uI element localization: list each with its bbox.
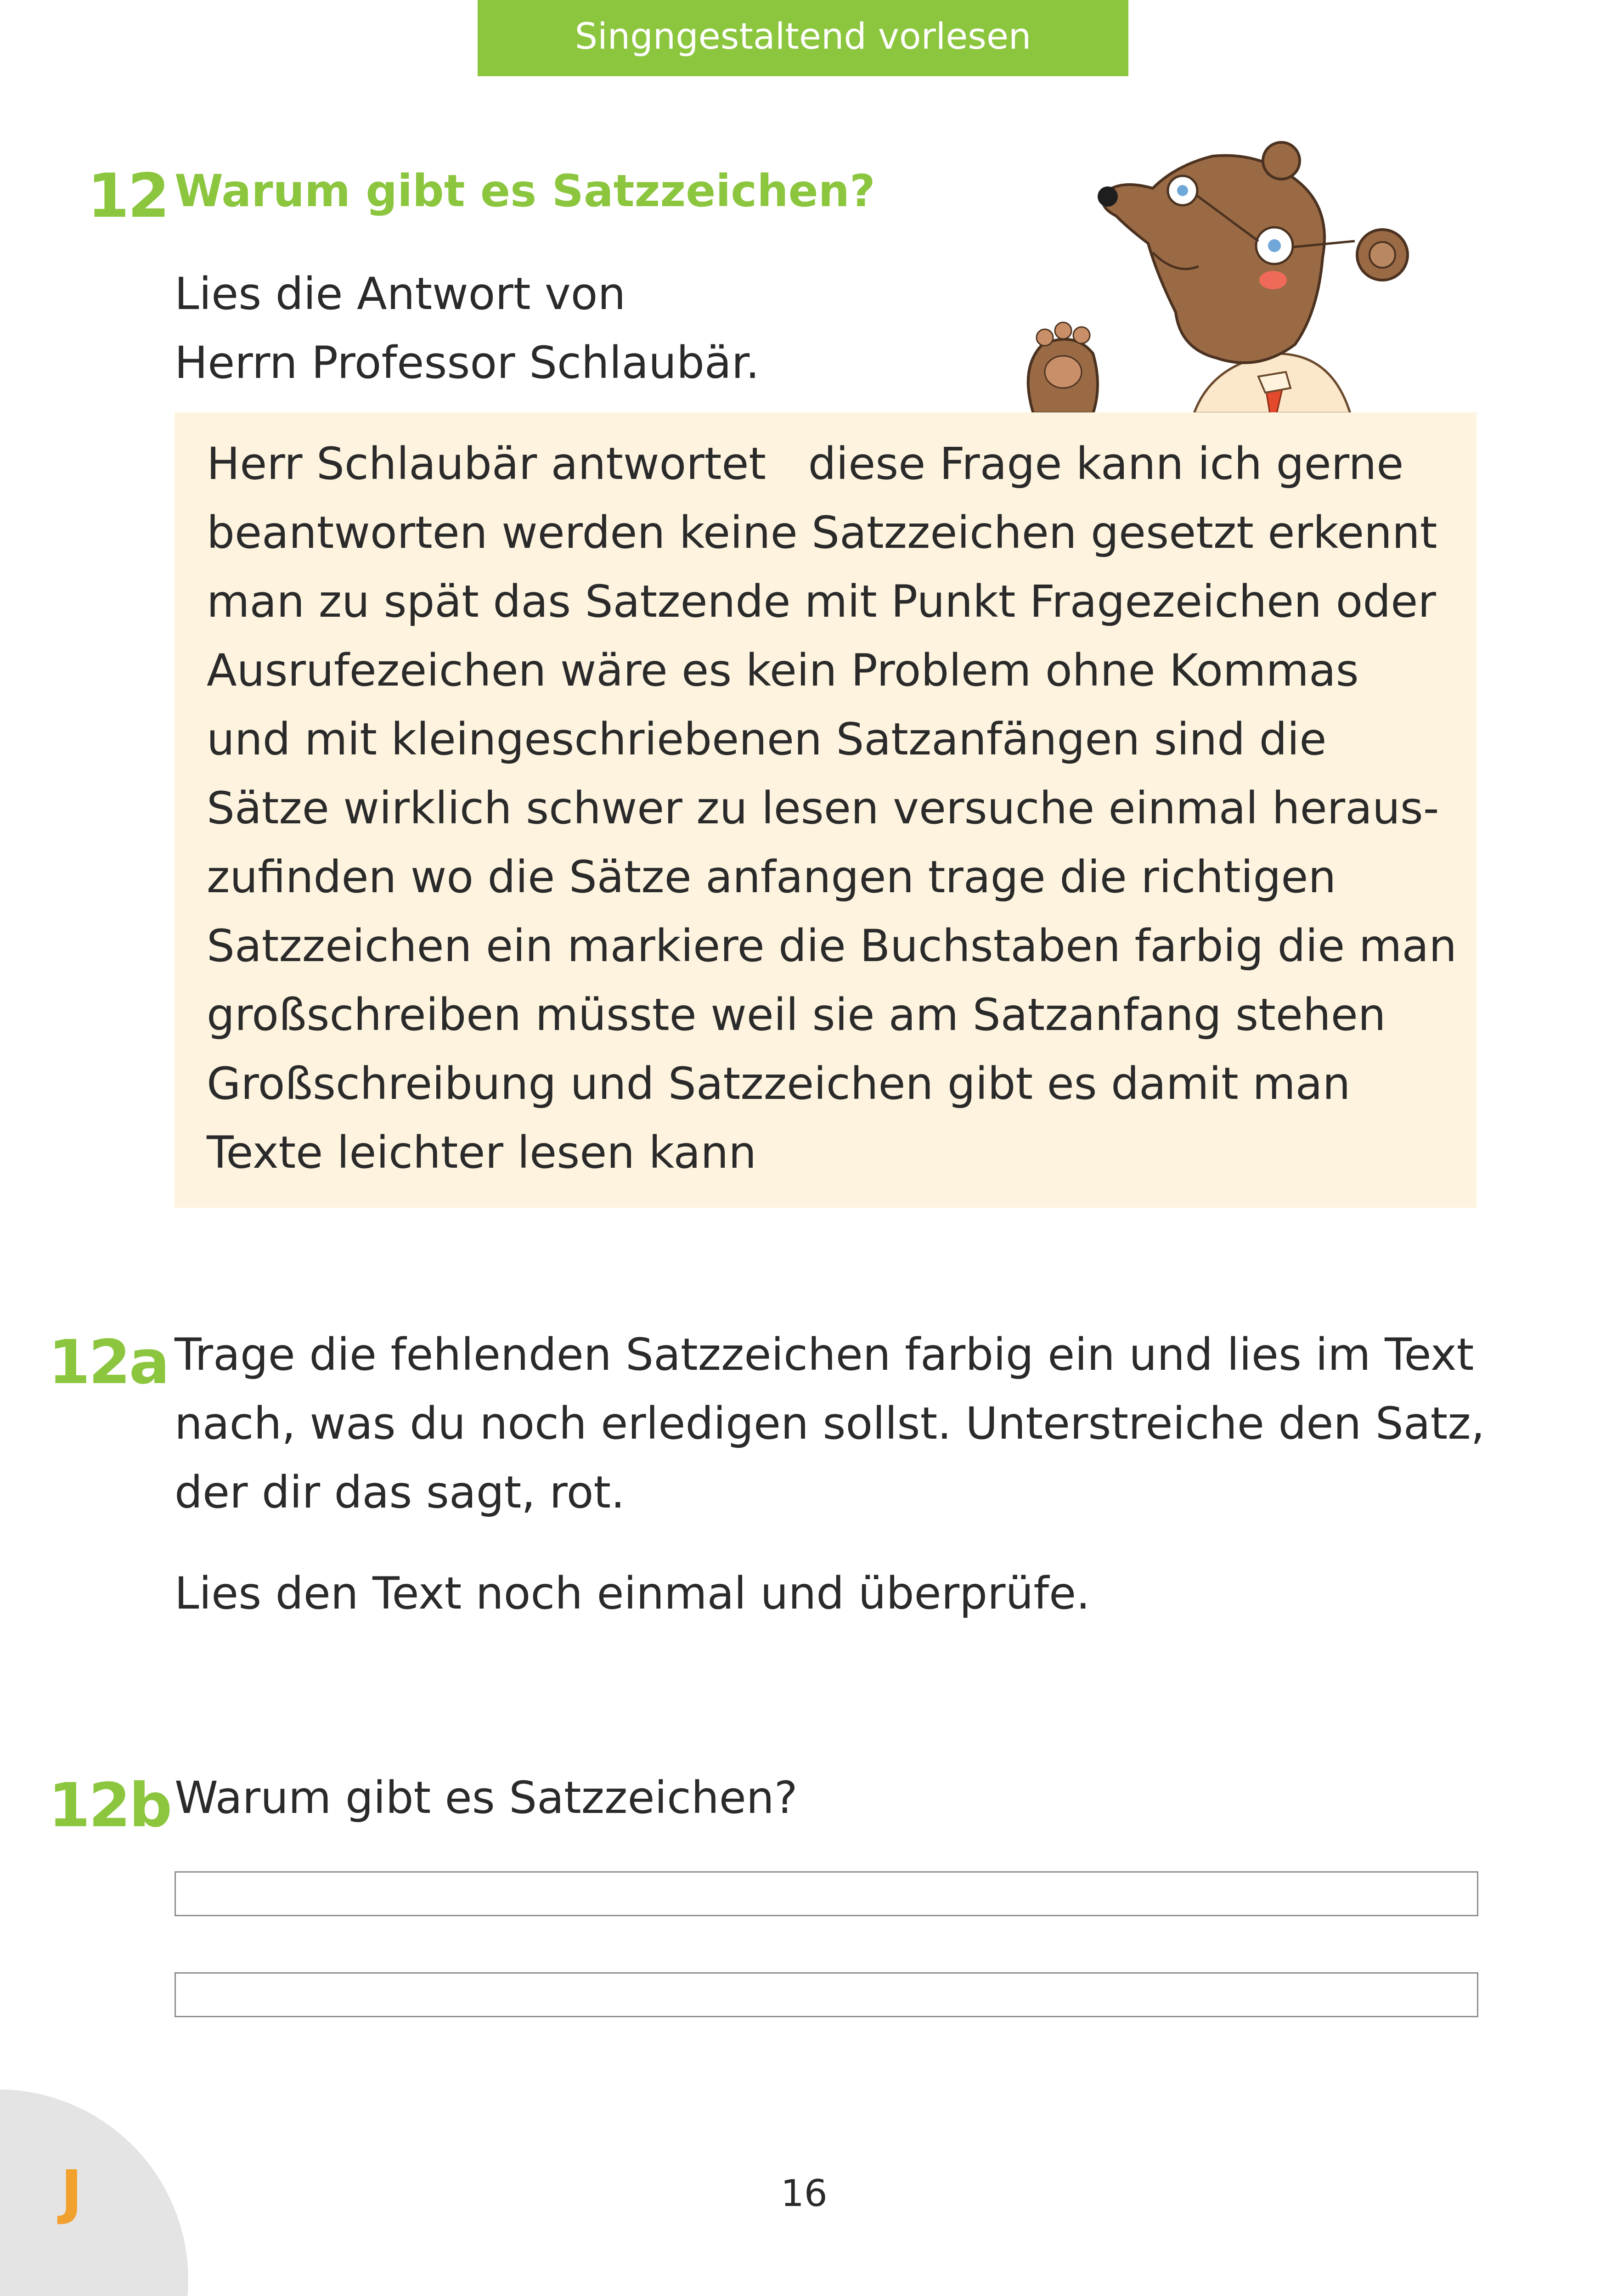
task-12a-followup: Lies den Text noch einmal und überprüfe. [175, 1568, 1090, 1619]
page-number: 16 [781, 2172, 828, 2215]
task-number-12: 12 [87, 161, 168, 231]
intro-line: Herrn Professor Schlaubär. [175, 337, 760, 388]
answer-line-1[interactable] [175, 1871, 1478, 1916]
quote-line: Texte leichter lesen kann [207, 1127, 757, 1178]
quote-line: Herr Schlaubär antwortet diese Frage kann ich gerne [207, 438, 1404, 490]
corner-tab [0, 2089, 188, 2296]
quote-line: Ausrufezeichen wäre es kein Problem ohne Kommas [207, 645, 1359, 696]
instruction-line: Trage die fehlenden Satzzeichen farbig ein und lies im Text [175, 1329, 1474, 1380]
quote-text [207, 429, 1474, 1187]
quote-line: Sätze wirklich schwer zu lesen versuche einmal heraus- [207, 782, 1439, 834]
intro-line: Lies die Antwort von [175, 268, 626, 320]
task-number-12a: 12a [48, 1327, 168, 1398]
quote-line: beantworten werden keine Satzzeichen gesetzt erkennt [207, 507, 1437, 558]
task-12a-instructions [175, 1320, 1485, 1527]
quote-line: und mit kleingeschriebenen Satzanfängen sind die [207, 714, 1327, 765]
quote-line: zufinden wo die Sätze anfangen trage die richtigen [207, 851, 1336, 903]
bear-professor-illustration [1001, 138, 1424, 413]
task-12b-question: Warum gibt es Satzzeichen? [175, 1772, 798, 1823]
task-number-12b: 12b [48, 1770, 171, 1841]
answer-line-2[interactable] [175, 1972, 1478, 2017]
task-title: Warum gibt es Satzzeichen? [175, 165, 875, 217]
quote-line: Großschreibung und Satzzeichen gibt es damit man [207, 1058, 1351, 1109]
section-header: Singngestaltend vorlesen [478, 0, 1128, 76]
quote-line: man zu spät das Satzende mit Punkt Fragezeichen oder [207, 576, 1436, 627]
instruction-line: der dir das sagt, rot. [175, 1467, 625, 1518]
quote-line: großschreiben müsste weil sie am Satzanfang stehen [207, 989, 1386, 1041]
quote-line: Satzzeichen ein markiere die Buchstaben farbig die man [207, 920, 1457, 972]
task-intro [175, 259, 760, 397]
corner-letter: J [61, 2158, 83, 2227]
instruction-line: nach, was du noch erledigen sollst. Unterstreiche den Satz, [175, 1398, 1485, 1449]
